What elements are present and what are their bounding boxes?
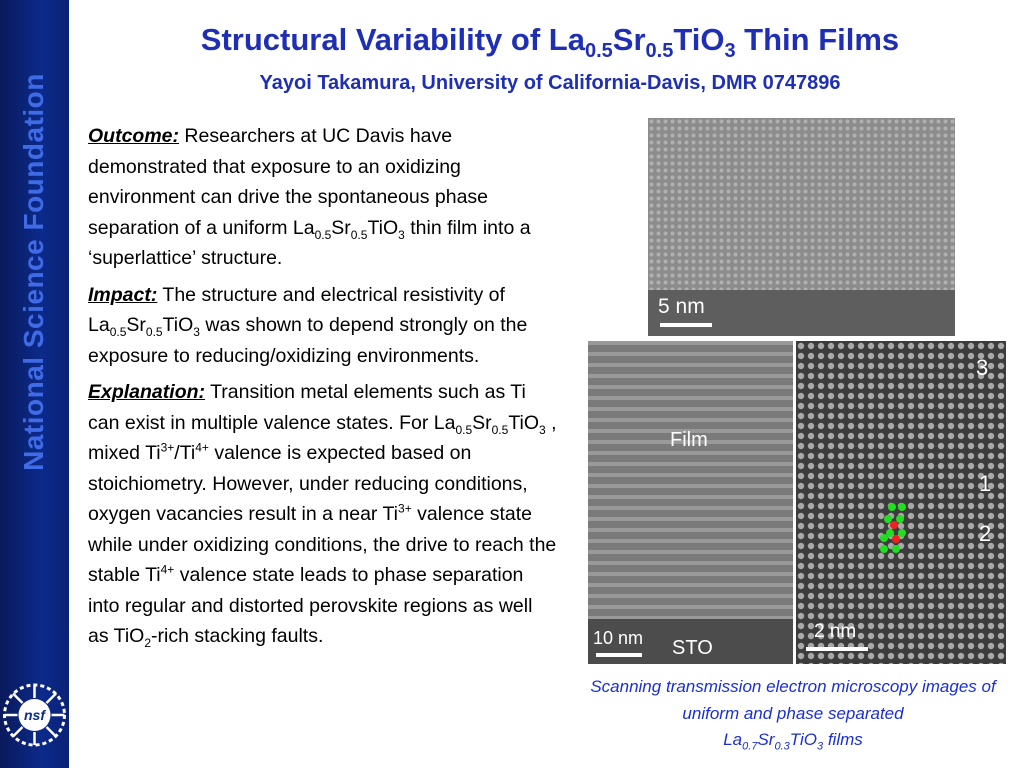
figure-caption: Scanning transmission electron microscopy images of uniform and phase separated $La_{0.7}Sr_{0.3}TiO_3$ films [590,677,996,753]
impact-paragraph: Impact: The structure and electrical resistivity of $La_{0.5}Sr_{0.5}TiO_3$ was shown to depend strongly on the exposure to reducing/oxidizing environments. [88,283,528,367]
explanation-paragraph: Explanation: Transition metal elements such as Ti can exist in multiple valence states. For $La_{0.5}Sr_{0.5}TiO_3$ , mixed $Ti^{3+}/Ti^{4+}$ valence is expected based on stoichiometry. However, under reducing conditions, oxygen vacancies result in a near $Ti^{3+}$ valence state while under oxidizing conditions, the drive to reach the stable $Ti^{4+}$ valence state leads to phase separation into regular and distorted perovskite regions as well as TiO$_2$-rich stacking faults. [88,381,557,650]
region-label-1: 1 [979,471,992,496]
nsf-sidebar [0,0,69,768]
substrate-label: STO [672,637,713,659]
slide-title: Structural Variability of $La_{0.5}Sr_{0.5}TiO_3$ Thin Films [200,22,900,63]
sidebar-org-name: National Science Foundation [18,73,49,471]
stem-image-phase-separated [796,341,1006,664]
scale-label-10nm: 10 nm [593,628,644,648]
scale-label-2nm: 2 nm [814,621,857,642]
scale-label-5nm: 5 nm [658,295,705,318]
explanation-label: Explanation: [88,381,206,403]
outcome-paragraph: Outcome: Researchers at UC Davis have demonstrated that exposure to an oxidizing environment can drive the spontaneous phase separation of a uniform $La_{0.5}Sr_{0.5}TiO_3$ thin film into a ‘superlattice’ structure. [88,125,531,269]
film-label: Film [670,429,708,451]
scale-bar [660,323,712,327]
scale-bar [596,653,642,657]
region-label-3: 3 [976,355,989,380]
stem-image-uniform [648,118,955,336]
stem-image-film-texture [588,341,793,664]
outcome-label: Outcome: [88,125,180,147]
impact-label: Impact: [88,283,158,306]
nsf-logo-text: nsf [24,707,45,723]
body-text [88,121,558,658]
nsf-logo-icon [0,680,69,750]
stem-image-phase-texture [796,341,1006,664]
slide-subtitle: Yayoi Takamura, University of California-Davis, DMR 0747896 [259,72,841,94]
stem-image-film [588,341,793,664]
region-label-2: 2 [979,521,992,546]
scale-bar [806,647,868,651]
